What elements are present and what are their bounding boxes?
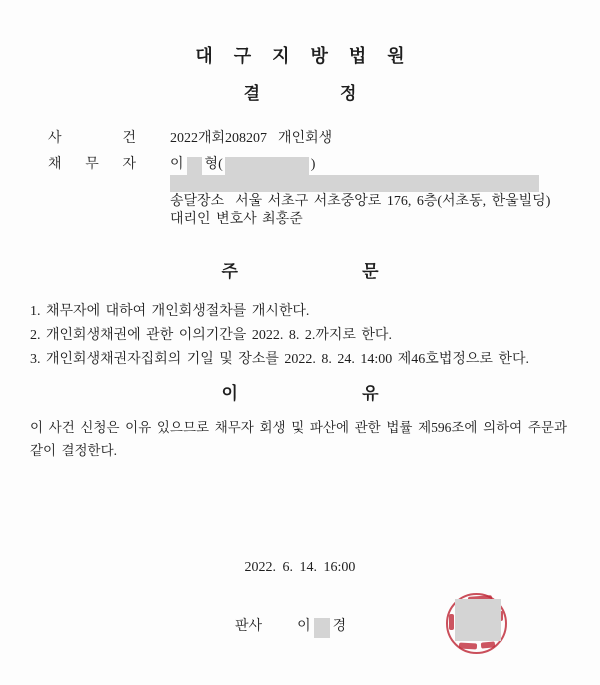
court-name-title xyxy=(0,47,600,65)
court-name-text: 대구지방법원 xyxy=(195,46,426,66)
order-item-1: 1. 채무자에 대하여 개인회생절차를 개시한다. xyxy=(30,304,310,319)
order-heading-text: 주 문 xyxy=(221,262,439,281)
judge-given-name: 경 xyxy=(332,619,347,634)
service-address-line: 송달장소 서울 서초구 서초중앙로 176, 6층(서초동, 한울빌딩) xyxy=(170,194,551,209)
redaction-debtor-name xyxy=(187,157,202,175)
case-number-row xyxy=(0,130,600,147)
court-seal-stamp xyxy=(446,593,507,654)
judge-label: 판사 xyxy=(235,619,263,634)
reason-paragraph: 이 사건 신청은 이유 있으므로 채무자 회생 및 파산에 관한 법률 제596조에 의하여 주문과 같이 결정한다. xyxy=(30,420,567,458)
reason-heading-text: 이 유 xyxy=(221,384,439,403)
order-item-3: 3. 개인회생채권자집회의 기일 및 장소를 2022. 8. 24. 14:00 제46호법정으로 한다. xyxy=(30,352,529,367)
debtor-surname: 이 xyxy=(170,157,184,172)
order-item-2: 2. 개인회생채권에 관한 이의기간을 2022. 8. 2.까지로 한다. xyxy=(30,328,392,343)
judge-signature-row xyxy=(235,618,346,635)
document-type-heading xyxy=(0,85,600,102)
order-list xyxy=(30,300,567,372)
reason-section-heading xyxy=(0,385,600,402)
redaction-judge-name xyxy=(314,618,330,638)
redaction-seal xyxy=(455,599,501,641)
document-type-text: 결정 xyxy=(243,84,437,103)
redaction-address-bar xyxy=(170,175,539,192)
seal-mark xyxy=(481,641,495,648)
case-number-value: 2022개회208207 개인회생 xyxy=(170,131,333,146)
debtor-name-line xyxy=(170,156,315,173)
judge-surname: 이 xyxy=(297,619,311,634)
seal-mark xyxy=(459,643,477,650)
attorney-line: 대리인 변호사 최홍준 xyxy=(170,212,303,227)
case-label: 사 건 xyxy=(48,131,136,146)
redaction-debtor-id xyxy=(225,157,309,175)
debtor-label: 채 무 자 xyxy=(48,157,136,172)
paren-open: ( xyxy=(218,157,223,172)
paren-close: ) xyxy=(310,157,316,172)
debtor-row xyxy=(0,156,600,173)
order-section-heading xyxy=(0,263,600,280)
decision-datetime: 2022. 6. 14. 16:00 xyxy=(244,560,356,575)
debtor-given-name: 형 xyxy=(204,157,219,172)
seal-mark xyxy=(449,614,454,630)
